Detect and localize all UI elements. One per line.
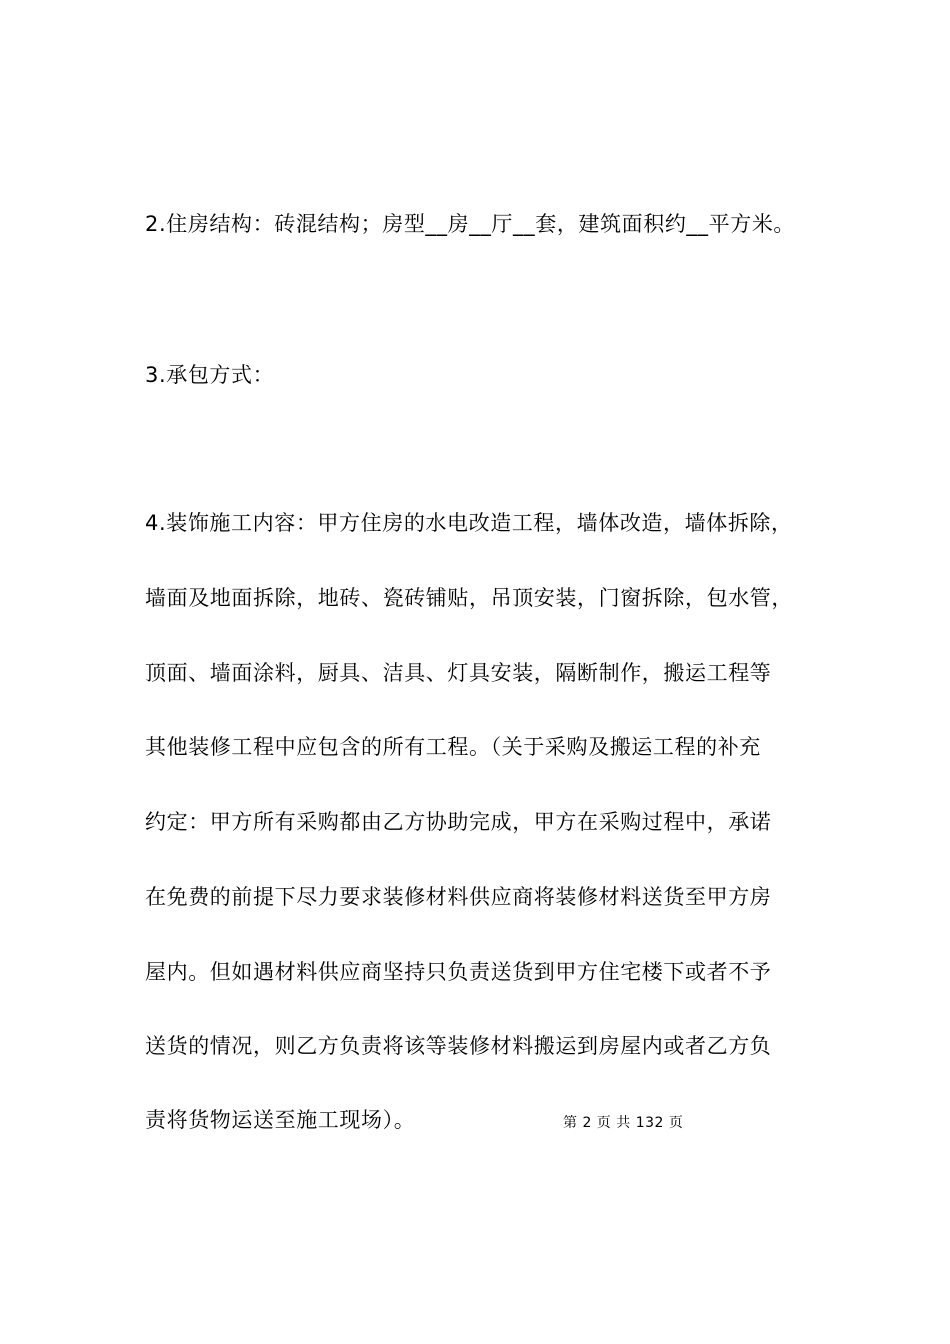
page-number: 第 2 页 共 132 页 xyxy=(563,1115,684,1131)
paragraph-line: 送货的情况，则乙方负责将该等装修材料搬运到房屋内或者乙方负 xyxy=(145,1034,772,1058)
paragraph-line: 屋内。但如遇材料供应商坚持只负责送货到甲方住宅楼下或者不予 xyxy=(145,960,772,984)
paragraph-line: 墙面及地面拆除，地砖、瓷砖铺贴，吊顶安装，门窗拆除，包水管， xyxy=(145,586,793,610)
paragraph-line: 4.装饰施工内容：甲方住房的水电改造工程，墙体改造，墙体拆除， xyxy=(145,511,793,535)
paragraph-line: 约定：甲方所有采购都由乙方协助完成，甲方在采购过程中，承诺 xyxy=(145,810,772,834)
paragraph-line: 顶面、墙面涂料，厨具、洁具、灯具安装，隔断制作，搬运工程等 xyxy=(145,661,772,685)
paragraph-line: 其他装修工程中应包含的所有工程。（关于采购及搬运工程的补充 xyxy=(145,735,761,759)
paragraph-line: 在免费的前提下尽力要求装修材料供应商将装修材料送货至甲方房 xyxy=(145,885,772,909)
item-3-contract-method: 3.承包方式： xyxy=(145,363,275,387)
item-2-housing-structure: 2.住房结构：砖混结构；房型__房__厅__套，建筑面积约__平方米。 xyxy=(145,212,796,236)
paragraph-line: 责将货物运送至施工现场）。 xyxy=(145,1108,416,1132)
